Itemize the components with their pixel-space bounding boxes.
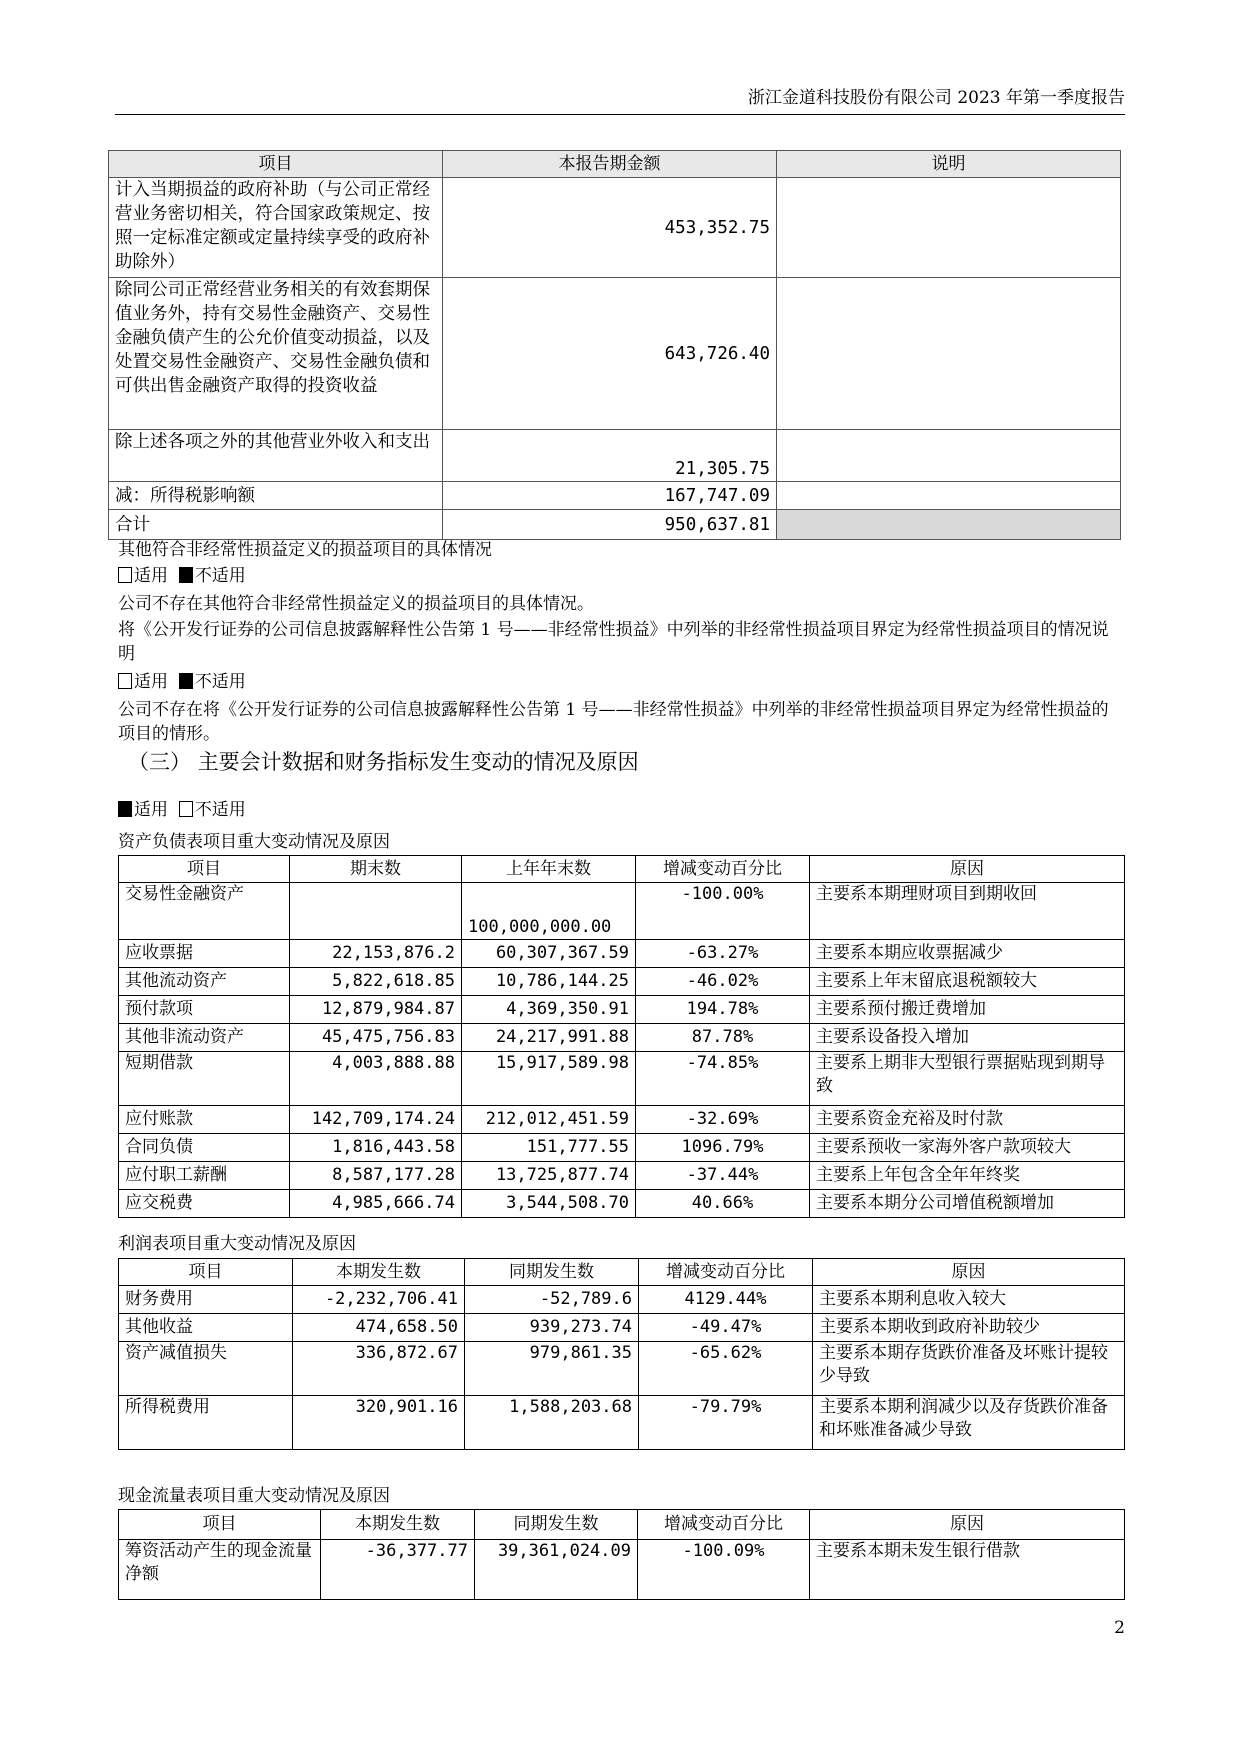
- change-percent-cell: -32.69%: [636, 1106, 810, 1134]
- page-header: 浙江金道科技股份有限公司 2023 年第一季度报告: [747, 88, 1125, 108]
- item-cell: 计入当期损益的政府补助（与公司正常经营业务密切相关，符合国家政策规定、按照一定标准定额或定量持续享受的政府补助除外）: [109, 178, 443, 278]
- note-cell: [777, 430, 1121, 482]
- header-rule: [115, 114, 1125, 115]
- prior-period-cell: 39,361,024.09: [475, 1540, 638, 1600]
- current-period-cell: 320,901.16: [293, 1396, 465, 1450]
- item-cell: 资产减值损失: [119, 1342, 293, 1396]
- prior-balance-cell: 60,307,367.59: [462, 940, 636, 968]
- note-cell: [777, 178, 1121, 278]
- end-balance-cell: 45,475,756.83: [290, 1024, 462, 1052]
- column-header: 期末数: [290, 856, 462, 883]
- amount-cell: 453,352.75: [443, 178, 777, 278]
- prior-period-cell: 1,588,203.68: [465, 1396, 639, 1450]
- reason-cell: 主要系上年包含全年年终奖: [810, 1162, 1125, 1190]
- table-row-total: [109, 510, 1121, 540]
- table-row: [119, 1134, 1125, 1162]
- item-cell: 除同公司正常经营业务相关的有效套期保值业务外，持有交易性金融资产、交易性金融负债产生的公允价值变动损益，以及处置交易性金融资产、交易性金融负债和可供出售金融资产取得的投资收益: [109, 278, 443, 430]
- change-percent-cell: -100.09%: [638, 1540, 810, 1600]
- reason-cell: 主要系资金充裕及时付款: [810, 1106, 1125, 1134]
- checkbox-empty-icon: [118, 567, 132, 583]
- table-row: [109, 178, 1121, 278]
- end-balance-cell: 142,709,174.24: [290, 1106, 462, 1134]
- item-cell: 筹资活动产生的现金流量净额: [119, 1540, 321, 1600]
- table-row: [119, 1162, 1125, 1190]
- note-cell: [777, 510, 1121, 540]
- balance-sheet-caption: 资产负债表项目重大变动情况及原因: [118, 832, 390, 852]
- applicable-choice-1: [118, 564, 1118, 588]
- note-cell: [777, 482, 1121, 510]
- item-cell: 合计: [109, 510, 443, 540]
- reason-cell: 主要系本期理财项目到期收回: [810, 883, 1125, 940]
- prior-balance-cell: 13,725,877.74: [462, 1162, 636, 1190]
- checkbox-empty-icon: [118, 673, 132, 689]
- prior-period-cell: 939,273.74: [465, 1314, 639, 1342]
- item-cell: 减：所得税影响额: [109, 482, 443, 510]
- applicable-label: 适用: [134, 672, 168, 692]
- current-period-cell: -36,377.77: [321, 1540, 475, 1600]
- item-cell: 其他非流动资产: [119, 1024, 290, 1052]
- prior-balance-cell: 4,369,350.91: [462, 996, 636, 1024]
- change-percent-cell: -63.27%: [636, 940, 810, 968]
- reason-cell: 主要系上年末留底退税额较大: [810, 968, 1125, 996]
- reason-cell: 主要系上期非大型银行票据贴现到期导致: [810, 1052, 1125, 1106]
- table-row: [119, 883, 1125, 940]
- end-balance-cell: 12,879,984.87: [290, 996, 462, 1024]
- column-header: 增减变动百分比: [638, 1510, 810, 1540]
- item-cell: 应付账款: [119, 1106, 290, 1134]
- applicable-choice-2: [118, 670, 1118, 694]
- reason-cell: 主要系预收一家海外客户款项较大: [810, 1134, 1125, 1162]
- reclass-heading: 将《公开发行证券的公司信息披露解释性公告第 1 号——非经常性损益》中列举的非经常性损益项目界定为经常性损益项目的情况说明: [118, 620, 1109, 664]
- table-row: [119, 968, 1125, 996]
- column-header: 本期发生数: [321, 1510, 475, 1540]
- change-percent-cell: 40.66%: [636, 1190, 810, 1218]
- column-header: 原因: [813, 1259, 1125, 1286]
- reason-cell: 主要系本期分公司增值税额增加: [810, 1190, 1125, 1218]
- column-header: 同期发生数: [465, 1259, 639, 1286]
- reason-cell: 主要系本期利润减少以及存货跌价准备和坏账准备减少导致: [813, 1396, 1125, 1450]
- income-statement-table: [118, 1258, 1125, 1450]
- current-period-cell: 336,872.67: [293, 1342, 465, 1396]
- reason-cell: 主要系本期收到政府补助较少: [813, 1314, 1125, 1342]
- change-percent-cell: -65.62%: [639, 1342, 813, 1396]
- item-cell: 应交税费: [119, 1190, 290, 1218]
- column-header: 项目: [119, 856, 290, 883]
- table-row: [119, 1106, 1125, 1134]
- change-percent-cell: -79.79%: [639, 1396, 813, 1450]
- item-cell: 合同负债: [119, 1134, 290, 1162]
- table-row: [119, 940, 1125, 968]
- prior-period-cell: -52,789.6: [465, 1286, 639, 1314]
- item-cell: 除上述各项之外的其他营业外收入和支出: [109, 430, 443, 482]
- column-header: 原因: [810, 1510, 1125, 1540]
- income-statement-caption: 利润表项目重大变动情况及原因: [118, 1234, 356, 1254]
- not-applicable-label: 不适用: [194, 566, 246, 586]
- table-header-row: [109, 151, 1121, 178]
- column-header: 原因: [810, 856, 1125, 883]
- item-cell: 应收票据: [119, 940, 290, 968]
- table-row: [119, 1190, 1125, 1218]
- page-number: 2: [1114, 1618, 1125, 1638]
- end-balance-cell: [290, 883, 462, 940]
- cash-flow-caption: 现金流量表项目重大变动情况及原因: [118, 1486, 390, 1506]
- column-header: 增减变动百分比: [639, 1259, 813, 1286]
- current-period-cell: 474,658.50: [293, 1314, 465, 1342]
- table-row: [119, 1052, 1125, 1106]
- section-title: （三） 主要会计数据和财务指标发生变动的情况及原因: [128, 750, 639, 774]
- current-period-cell: -2,232,706.41: [293, 1286, 465, 1314]
- table-row: [119, 1314, 1125, 1342]
- item-cell: 其他收益: [119, 1314, 293, 1342]
- column-header: 同期发生数: [475, 1510, 638, 1540]
- table-header-row: [119, 1259, 1125, 1286]
- non-recurring-items-table: [108, 150, 1121, 540]
- not-applicable-label: 不适用: [194, 672, 246, 692]
- column-header: 说明: [777, 151, 1121, 178]
- item-cell: 短期借款: [119, 1052, 290, 1106]
- amount-cell: 643,726.40: [443, 278, 777, 430]
- item-cell: 交易性金融资产: [119, 883, 290, 940]
- amount-cell: 950,637.81: [443, 510, 777, 540]
- item-cell: 预付款项: [119, 996, 290, 1024]
- prior-balance-cell: 151,777.55: [462, 1134, 636, 1162]
- end-balance-cell: 4,985,666.74: [290, 1190, 462, 1218]
- prior-balance-cell: 212,012,451.59: [462, 1106, 636, 1134]
- column-header: 上年年末数: [462, 856, 636, 883]
- table-row: [119, 1342, 1125, 1396]
- table-row: [119, 1540, 1125, 1600]
- item-cell: 应付职工薪酬: [119, 1162, 290, 1190]
- table-row: [119, 996, 1125, 1024]
- checkbox-checked-icon: [179, 567, 193, 583]
- checkbox-empty-icon: [179, 801, 193, 817]
- reason-cell: 主要系设备投入增加: [810, 1024, 1125, 1052]
- balance-sheet-table: [118, 855, 1125, 1218]
- column-header: 项目: [119, 1510, 321, 1540]
- prior-period-cell: 979,861.35: [465, 1342, 639, 1396]
- end-balance-cell: 4,003,888.88: [290, 1052, 462, 1106]
- item-cell: 财务费用: [119, 1286, 293, 1314]
- change-percent-cell: 4129.44%: [639, 1286, 813, 1314]
- table-row: [109, 482, 1121, 510]
- reclass-statement: 公司不存在将《公开发行证券的公司信息披露解释性公告第 1 号——非经常性损益》中列举的非经常性损益项目界定为经常性损益的项目的情形。: [118, 700, 1109, 744]
- column-header: 本期发生数: [293, 1259, 465, 1286]
- other-items-heading: 其他符合非经常性损益定义的损益项目的具体情况: [118, 540, 492, 560]
- prior-balance-cell: 24,217,991.88: [462, 1024, 636, 1052]
- change-percent-cell: -100.00%: [636, 883, 810, 940]
- column-header: 增减变动百分比: [636, 856, 810, 883]
- end-balance-cell: 8,587,177.28: [290, 1162, 462, 1190]
- table-row: [119, 1286, 1125, 1314]
- table-row: [109, 430, 1121, 482]
- reason-cell: 主要系本期应收票据减少: [810, 940, 1125, 968]
- table-header-row: [119, 1510, 1125, 1540]
- table-header-row: [119, 856, 1125, 883]
- reason-cell: 主要系本期未发生银行借款: [810, 1540, 1125, 1600]
- change-percent-cell: -37.44%: [636, 1162, 810, 1190]
- change-percent-cell: -46.02%: [636, 968, 810, 996]
- change-percent-cell: -49.47%: [639, 1314, 813, 1342]
- change-percent-cell: -74.85%: [636, 1052, 810, 1106]
- other-items-statement: 公司不存在其他符合非经常性损益定义的损益项目的具体情况。: [118, 594, 594, 614]
- end-balance-cell: 5,822,618.85: [290, 968, 462, 996]
- change-percent-cell: 194.78%: [636, 996, 810, 1024]
- item-cell: 其他流动资产: [119, 968, 290, 996]
- checkbox-checked-icon: [179, 673, 193, 689]
- table-row: [119, 1396, 1125, 1450]
- table-row: [119, 1024, 1125, 1052]
- applicable-label: 适用: [134, 800, 168, 820]
- amount-cell: 21,305.75: [443, 430, 777, 482]
- amount-cell: 167,747.09: [443, 482, 777, 510]
- end-balance-cell: 1,816,443.58: [290, 1134, 462, 1162]
- not-applicable-label: 不适用: [194, 800, 246, 820]
- column-header: 项目: [109, 151, 443, 178]
- reason-cell: 主要系本期存货跌价准备及坏账计提较少导致: [813, 1342, 1125, 1396]
- reason-cell: 主要系本期利息收入较大: [813, 1286, 1125, 1314]
- item-cell: 所得税费用: [119, 1396, 293, 1450]
- column-header: 本报告期金额: [443, 151, 777, 178]
- table-row: [109, 278, 1121, 430]
- reason-cell: 主要系预付搬迁费增加: [810, 996, 1125, 1024]
- end-balance-cell: 22,153,876.2: [290, 940, 462, 968]
- prior-balance-cell: 15,917,589.98: [462, 1052, 636, 1106]
- applicable-choice-3: [118, 798, 1118, 822]
- prior-balance-cell: 100,000,000.00: [462, 883, 636, 940]
- note-cell: [777, 278, 1121, 430]
- prior-balance-cell: 10,786,144.25: [462, 968, 636, 996]
- applicable-label: 适用: [134, 566, 168, 586]
- checkbox-checked-icon: [118, 801, 132, 817]
- column-header: 项目: [119, 1259, 293, 1286]
- change-percent-cell: 1096.79%: [636, 1134, 810, 1162]
- change-percent-cell: 87.78%: [636, 1024, 810, 1052]
- prior-balance-cell: 3,544,508.70: [462, 1190, 636, 1218]
- cash-flow-table: [118, 1509, 1125, 1600]
